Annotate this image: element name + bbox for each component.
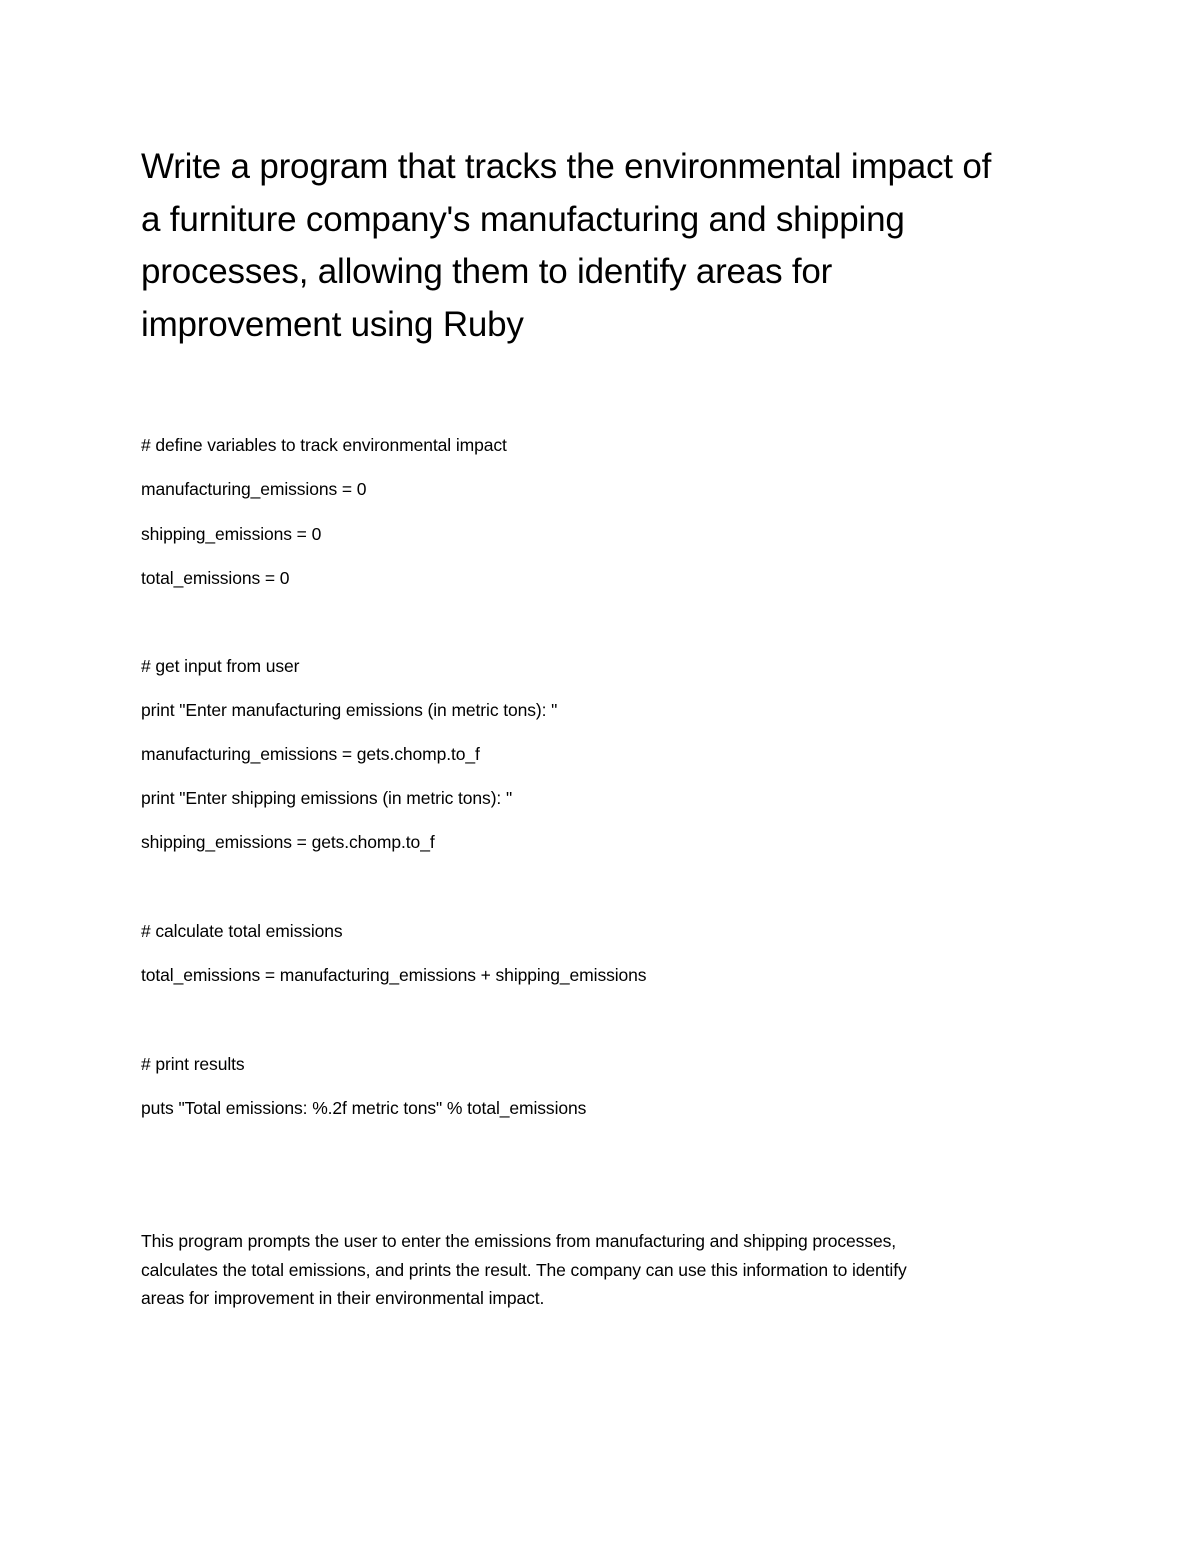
title-line: improvement using Ruby <box>141 304 524 344</box>
summary-paragraph <box>141 1227 1041 1313</box>
code-comment: # define variables to track environmental impact <box>141 435 507 455</box>
code-line: total_emissions = 0 <box>141 568 290 588</box>
title-line: processes, allowing them to identify areas for <box>141 252 833 291</box>
code-line: puts "Total emissions: %.2f metric tons" % total_emissions <box>141 1098 587 1118</box>
code-line: manufacturing_emissions = gets.chomp.to_f <box>141 744 480 764</box>
code-line: shipping_emissions = gets.chomp.to_f <box>141 832 435 852</box>
title-line: a furniture company's manufacturing and shipping <box>141 199 905 239</box>
code-comment: # calculate total emissions <box>141 921 343 941</box>
document-title <box>141 141 1081 351</box>
code-line: shipping_emissions = 0 <box>141 524 322 544</box>
code-line: total_emissions = manufacturing_emissions + shipping_emissions <box>141 965 647 985</box>
code-comment: # print results <box>141 1054 245 1074</box>
code-line: print "Enter manufacturing emissions (in metric tons): " <box>141 700 558 720</box>
code-comment: # get input from user <box>141 656 300 676</box>
title-line: Write a program that tracks the environmental impact of <box>141 147 992 186</box>
code-line: print "Enter shipping emissions (in metric tons): " <box>141 788 513 808</box>
summary-line: areas for improvement in their environmental impact. <box>141 1288 545 1308</box>
summary-line: This program prompts the user to enter the emissions from manufacturing and shipping processes, <box>141 1231 897 1251</box>
code-line: manufacturing_emissions = 0 <box>141 479 367 499</box>
summary-line: calculates the total emissions, and prints the result. The company can use this information to identify <box>141 1259 907 1280</box>
